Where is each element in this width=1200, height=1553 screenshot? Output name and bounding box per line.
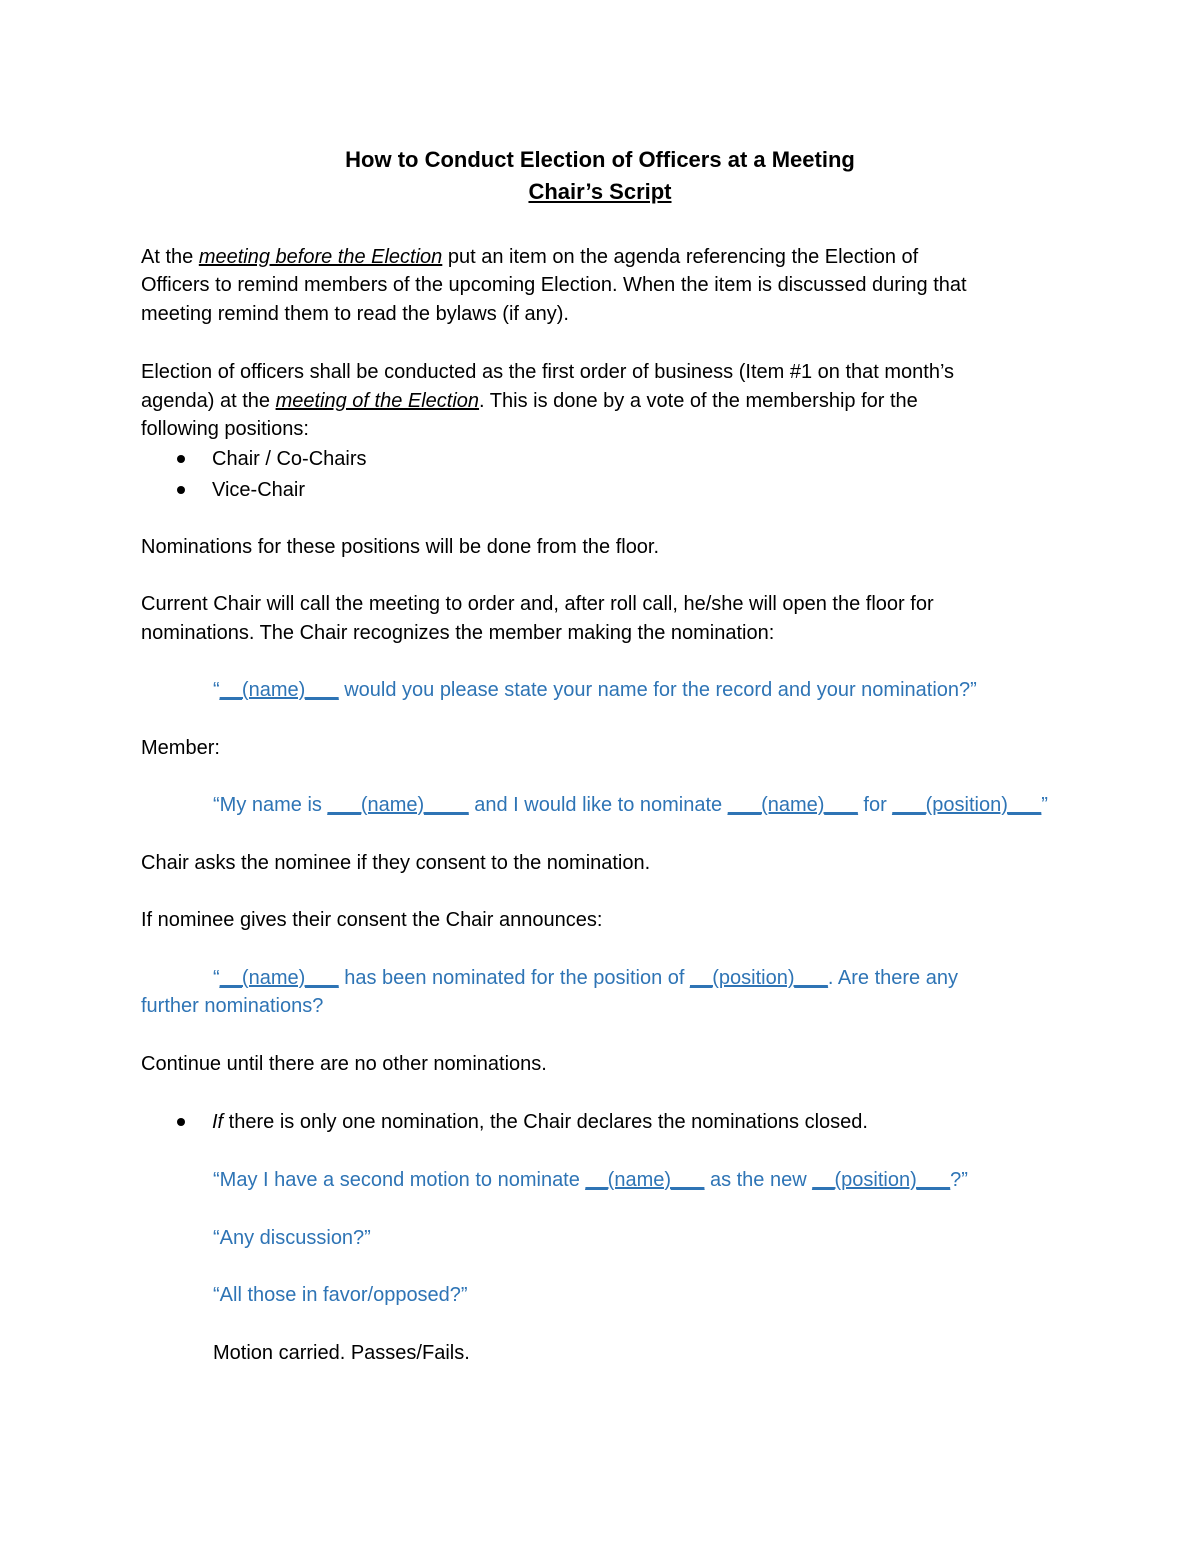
paragraph-line: Current Chair will call the meeting to order and, after roll call, he/she will open the floor for [141,593,934,615]
script-quote: “May I have a second motion to nominate __(name)___ as the new __(position)___?” [213,1169,968,1191]
list-item: Chair / Co-Chairs [212,448,367,470]
name-blank: __(name)___ [585,1169,705,1191]
paragraph-line: Motion carried. Passes/Fails. [213,1342,470,1364]
position-blank: ___(position)___ [892,794,1042,816]
paragraph-line: If nominee gives their consent the Chair announces: [141,909,603,931]
paragraph-line: Officers to remind members of the upcoming Election. When the item is discussed during that [141,274,967,296]
paragraph-line: following positions: [141,418,309,440]
paragraph-line: agenda) at the meeting of the Election. This is done by a vote of the membership for the [141,390,918,412]
page-subtitle: Chair’s Script [528,179,672,204]
script-quote: “__(name)___ would you please state your name for the record and your nomination?” [213,679,977,701]
member-label: Member: [141,737,220,759]
emphasis-text: meeting of the Election [275,390,480,412]
bullet-icon [177,1118,185,1126]
paragraph-line: nominations. The Chair recognizes the member making the nomination: [141,622,775,644]
page-title: How to Conduct Election of Officers at a Meeting [345,147,855,172]
name-blank: ___(name)___ [727,794,858,816]
paragraph-line: meeting remind them to read the bylaws (if any). [141,303,569,325]
script-quote: “My name is ___(name)____ and I would like to nominate ___(name)___ for ___(position)___” [213,794,1048,816]
name-blank: ___(name)____ [327,794,469,816]
list-item: If there is only one nomination, the Chair declares the nominations closed. [212,1111,868,1133]
position-blank: __(position)___ [690,967,828,989]
bullet-icon [177,486,185,494]
list-item: Vice-Chair [212,479,305,501]
script-quote: “__(name)___ has been nominated for the position of __(position)___. Are there any [213,967,958,989]
name-blank: __(name)___ [219,967,339,989]
paragraph-line: At the meeting before the Election put an item on the agenda referencing the Election of [141,246,919,268]
paragraph-line: Election of officers shall be conducted as the first order of business (Item #1 on that month’s [141,361,955,383]
emphasis-text: meeting before the Election [198,246,443,268]
name-blank: __(name)___ [219,679,339,701]
script-quote-line: further nominations? [141,995,324,1017]
script-quote: “Any discussion?” [213,1227,371,1249]
script-quote: “All those in favor/opposed?” [213,1284,468,1306]
paragraph-line: Nominations for these positions will be done from the floor. [141,536,660,558]
paragraph-line: Continue until there are no other nominations. [141,1053,547,1075]
position-blank: __(position)___ [812,1169,951,1191]
bullet-icon [177,455,185,463]
paragraph-line: Chair asks the nominee if they consent to the nomination. [141,852,651,874]
